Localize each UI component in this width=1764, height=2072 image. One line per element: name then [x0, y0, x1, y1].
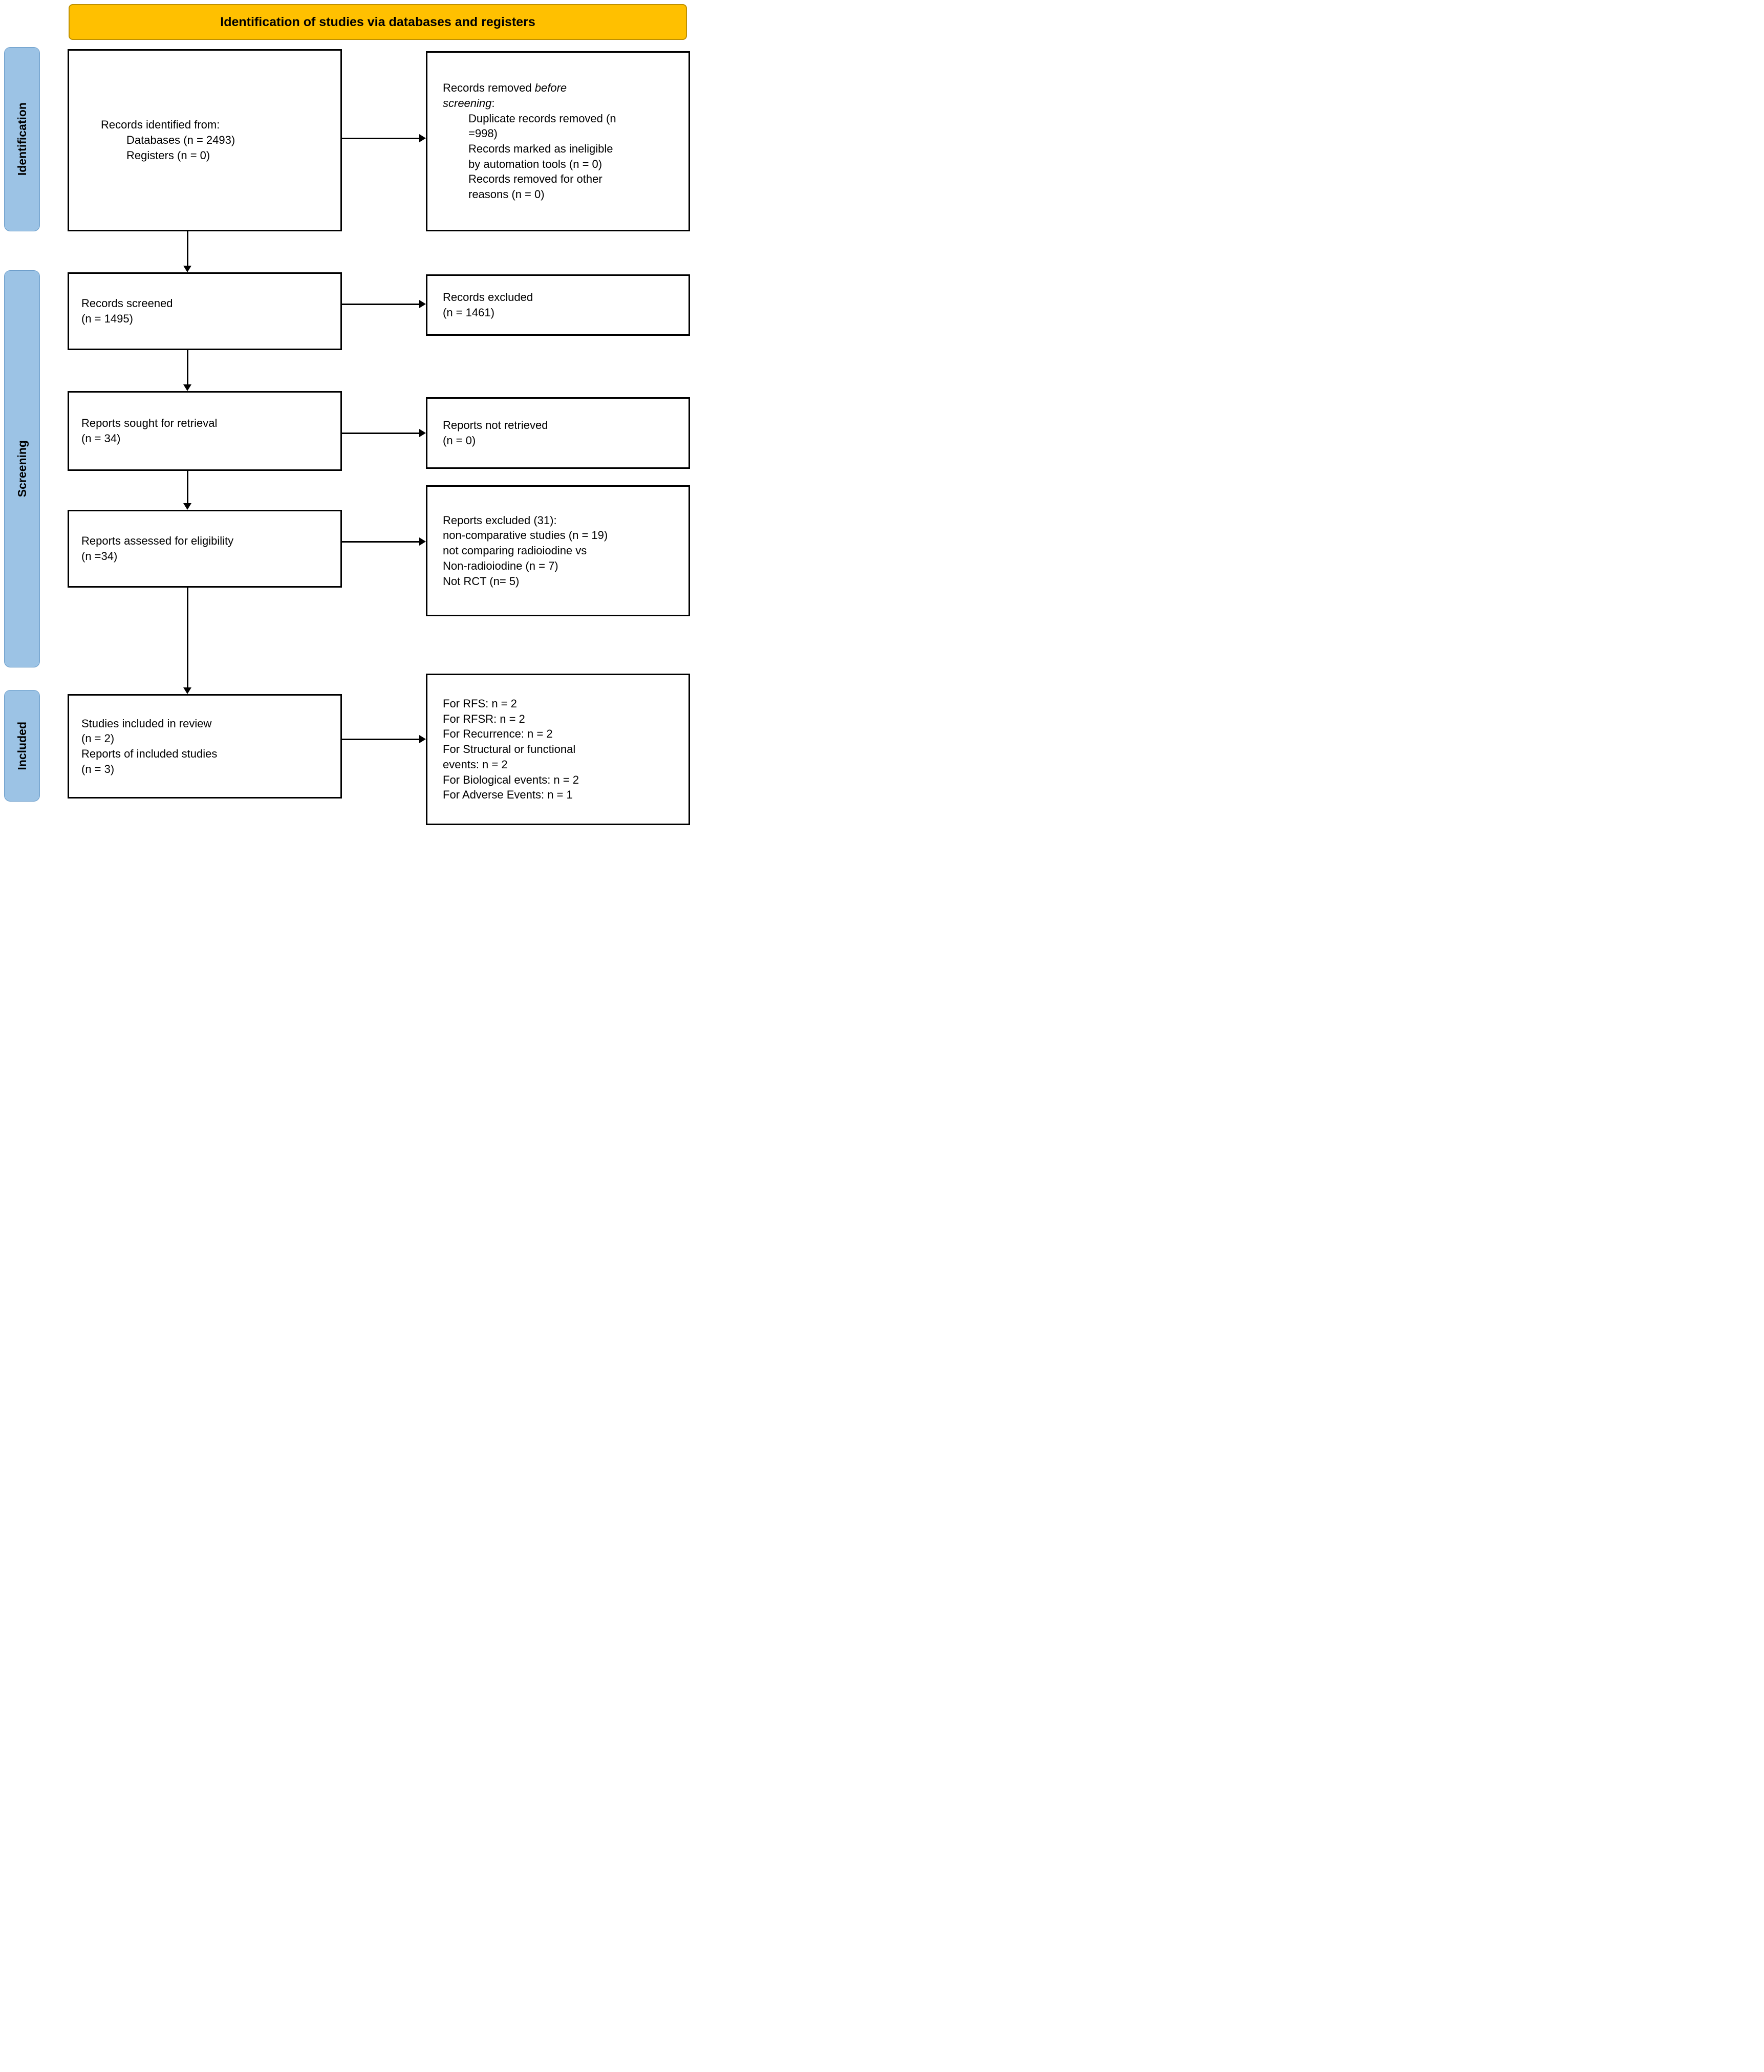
arrowhead-right-icon — [419, 735, 426, 743]
arrowhead-right-icon — [419, 300, 426, 308]
phase-label-identification-text: Identification — [15, 102, 29, 176]
text-line: (n = 3) — [81, 762, 115, 775]
box-included-outcomes — [426, 674, 690, 825]
arrow-line — [342, 304, 419, 305]
arrow-line — [187, 350, 188, 384]
arrow-line — [187, 471, 188, 503]
phase-label-screening — [4, 270, 40, 667]
box-records-identified — [68, 49, 342, 231]
text-line: Reports not retrieved — [443, 419, 548, 432]
arrowhead-right-icon — [419, 537, 426, 546]
arrow-sought-to-assessed — [183, 471, 191, 510]
box-reports-sought — [68, 391, 342, 471]
arrow-included-to-outcomes — [342, 735, 426, 743]
text-line: Reports assessed for eligibility — [81, 534, 234, 548]
arrow-line — [187, 588, 188, 687]
text-segment: Records removed — [443, 81, 535, 95]
text-line: (n = 34) — [81, 432, 121, 445]
text-line: Reports excluded (31): — [443, 513, 557, 527]
text-line: by automation tools (n = 0) — [468, 157, 603, 170]
text-line: (n = 1495) — [81, 312, 133, 325]
box-records-removed — [426, 51, 690, 231]
box-studies-included — [68, 694, 342, 798]
arrowhead-down-icon — [183, 687, 191, 694]
text-line: Records identified from: — [101, 118, 220, 132]
text-line: Duplicate records removed (n — [468, 112, 616, 125]
text-line: For RFS: n = 2 — [443, 697, 517, 710]
arrowhead-down-icon — [183, 503, 191, 510]
arrow-line — [342, 433, 419, 434]
text-line: (n = 2) — [81, 732, 115, 745]
text-line: reasons (n = 0) — [468, 188, 545, 201]
text-line: Reports sought for retrieval — [81, 417, 218, 430]
text-line: (n = 1461) — [443, 306, 494, 319]
arrow-line — [342, 138, 419, 139]
text-line — [443, 96, 681, 111]
phase-label-screening-text: Screening — [15, 440, 29, 498]
prisma-flow-diagram — [0, 0, 705, 829]
box-reports-not-retrieved — [426, 397, 690, 469]
arrow-sought-to-not-retrieved — [342, 429, 426, 437]
text-line: For Structural or functional — [443, 743, 576, 756]
text-line: Reports of included studies — [81, 747, 218, 760]
arrow-assessed-to-included — [183, 588, 191, 694]
text-line: not comparing radioiodine vs — [443, 544, 587, 557]
text-line — [443, 80, 681, 96]
arrow-screened-to-excluded — [342, 300, 426, 308]
text-line: Records removed for other — [468, 172, 603, 186]
diagram-title: Identification of studies via databases and registers — [220, 14, 535, 29]
arrow-screened-to-sought — [183, 350, 191, 391]
text-line: events: n = 2 — [443, 758, 508, 771]
text-line: (n = 0) — [443, 434, 476, 447]
arrowhead-right-icon — [419, 134, 426, 142]
arrow-identified-to-removed — [342, 134, 426, 142]
phase-label-identification — [4, 47, 40, 231]
text-line: =998) — [468, 127, 498, 140]
text-line: Databases (n = 2493) — [126, 134, 235, 147]
text-line: For Biological events: n = 2 — [443, 773, 579, 786]
box-reports-assessed — [68, 510, 342, 588]
text-line: Not RCT (n= 5) — [443, 574, 520, 588]
arrow-line — [187, 231, 188, 266]
text-line: Records excluded — [443, 291, 533, 304]
arrowhead-down-icon — [183, 266, 191, 272]
arrow-identified-to-screened — [183, 231, 191, 272]
text-line: Registers (n = 0) — [126, 148, 210, 162]
text-line: Studies included in review — [81, 717, 212, 730]
arrow-assessed-to-excluded — [342, 537, 426, 546]
arrowhead-right-icon — [419, 429, 426, 437]
text-line: Records marked as ineligible — [468, 142, 613, 155]
text-line: Records screened — [81, 297, 173, 310]
text-line: For RFSR: n = 2 — [443, 712, 525, 725]
text-line: For Recurrence: n = 2 — [443, 727, 553, 741]
box-records-screened — [68, 272, 342, 350]
diagram-header-banner — [69, 4, 687, 40]
text-line: Non-radioiodine (n = 7) — [443, 559, 558, 572]
arrow-line — [342, 739, 419, 740]
text-segment: : — [491, 96, 495, 110]
text-segment-italic: before — [534, 81, 567, 95]
phase-label-included-text: Included — [15, 721, 29, 770]
box-reports-excluded — [426, 485, 690, 616]
text-segment-italic: screening — [443, 96, 492, 110]
text-line: (n =34) — [81, 550, 118, 563]
text-line: For Adverse Events: n = 1 — [443, 788, 573, 802]
box-records-excluded — [426, 274, 690, 336]
arrowhead-down-icon — [183, 384, 191, 391]
text-line: non-comparative studies (n = 19) — [443, 529, 608, 542]
phase-label-included — [4, 690, 40, 802]
arrow-line — [342, 541, 419, 543]
